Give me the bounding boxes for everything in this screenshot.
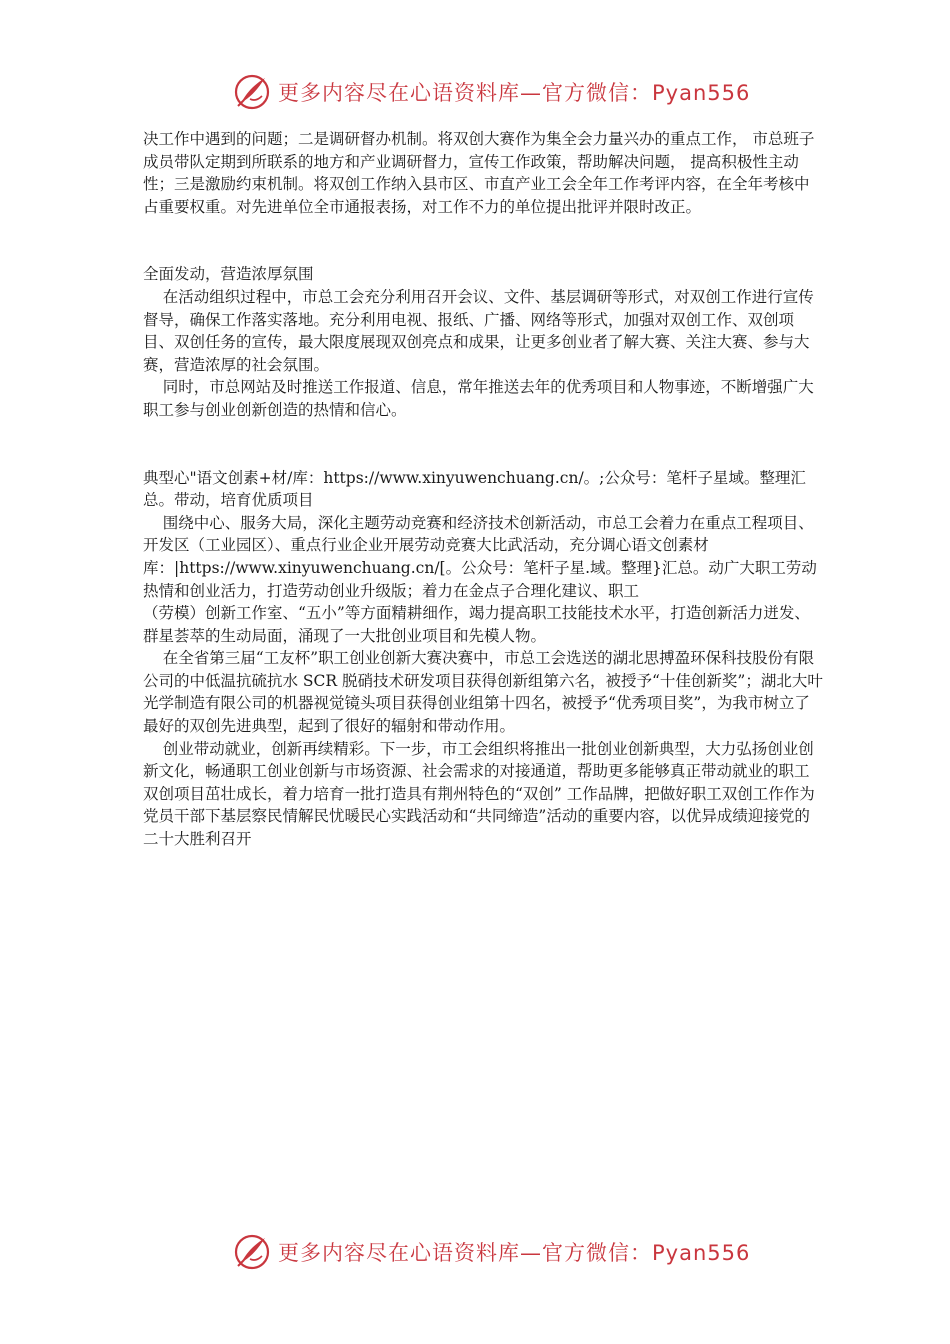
- quill-pen-logo-icon: [232, 72, 272, 112]
- section1-paragraph: 决工作中遇到的问题；二是调研督办机制。将双创大赛作为集全会力量兴办的重点工作， 市总班子成员带队定期到所联系的地方和产业调研督力，宣传工作政策，帮助解决问题， 提高积极性主动性；三是激励约束机制。将双创工作纳入县市区、市直产业工会全年工作考评内容，在全年考核中占重要权重。对先进单位全市通报表扬，对工作不力的单位提出批评并限时改正。: [143, 130, 815, 216]
- document-body: [143, 128, 823, 851]
- section-spacer: [143, 218, 823, 263]
- section-spacer: [143, 422, 823, 467]
- section3-heading: 典型心"语文创素+材/库：https://www.xinyuwenchuang.cn/。;公众号：笔杆子星域。整理汇总。带动，培育优质项目: [143, 468, 806, 510]
- section2-paragraph-2: 同时，市总网站及时推送工作报道、信息，常年推送去年的优秀项目和人物事迹，不断增强广大职工参与创业创新创造的热情和信心。: [143, 378, 814, 419]
- section3-paragraph-2: （劳模）创新工作室、“五小”等方面精耕细作，竭力提高职工技能技术水平，打造创新活力迸发、群星荟萃的生动局面，涌现了一大批创业项目和先模人物。: [143, 604, 810, 645]
- section3-paragraph-1: 围绕中心、服务大局，深化主题劳动竞赛和经济技术创新活动，市总工会着力在重点工程项目、开发区（工业园区）、重点行业企业开展劳动竞赛大比武活动，充分调心语文创素材库：|https://www.xinyuwenchuang.cn/[。公众号：笔杆子星.域。整理}汇总。动广大职工劳动热情和创业活力，打造劳动创业升级版；着力在金点子合理化建议、职工: [143, 513, 817, 600]
- section3-paragraph-3: 在全省第三届“工友杯”职工创业创新大赛决赛中，市总工会选送的湖北思搏盈环保科技股份有限公司的中低温抗硫抗水 SCR 脱硝技术研发项目获得创新组第六名，被授予“十佳创新奖”；湖北大叶光学制造有限公司的机器视觉镜头项目获得创业组第十四名，被授予“优秀项目奖”，为我市树立了最好的双创先进典型，起到了很好的辐射和带动作用。: [143, 649, 823, 736]
- quill-pen-logo-icon: [232, 1232, 272, 1272]
- footer-banner-text: 更多内容尽在心语资料库—官方微信：Pyan556: [278, 1241, 751, 1265]
- section3-paragraph-4: 创业带动就业，创新再续精彩。下一步，市工会组织将推出一批创业创新典型，大力弘扬创业创新文化，畅通职工创业创新与市场资源、社会需求的对接通道，帮助更多能够真正带动就业的职工双创项目茁壮成长，着力培育一批打造具有荆州特色的“双创” 工作品牌，把做好职工双创工作作为党员干部下基层察民情解民忧暖民心实践活动和“共同缔造”活动的重要内容，以优异成绩迎接党的二十大胜利召开: [143, 739, 815, 849]
- section2-heading: 全面发动，营造浓厚氛围: [143, 265, 314, 284]
- header-banner-text: 更多内容尽在心语资料库—官方微信：Pyan556: [278, 81, 751, 105]
- footer-banner: [232, 1230, 751, 1274]
- header-banner: [232, 70, 751, 114]
- section2-paragraph-1: 在活动组织过程中，市总工会充分利用召开会议、文件、基层调研等形式，对双创工作进行宣传督导，确保工作落实落地。充分利用电视、报纸、广播、网络等形式，加强对双创工作、双创项目、双创任务的宣传，最大限度展现双创亮点和成果，让更多创业者了解大赛、关注大赛、参与大赛，营造浓厚的社会氛围。: [143, 287, 814, 374]
